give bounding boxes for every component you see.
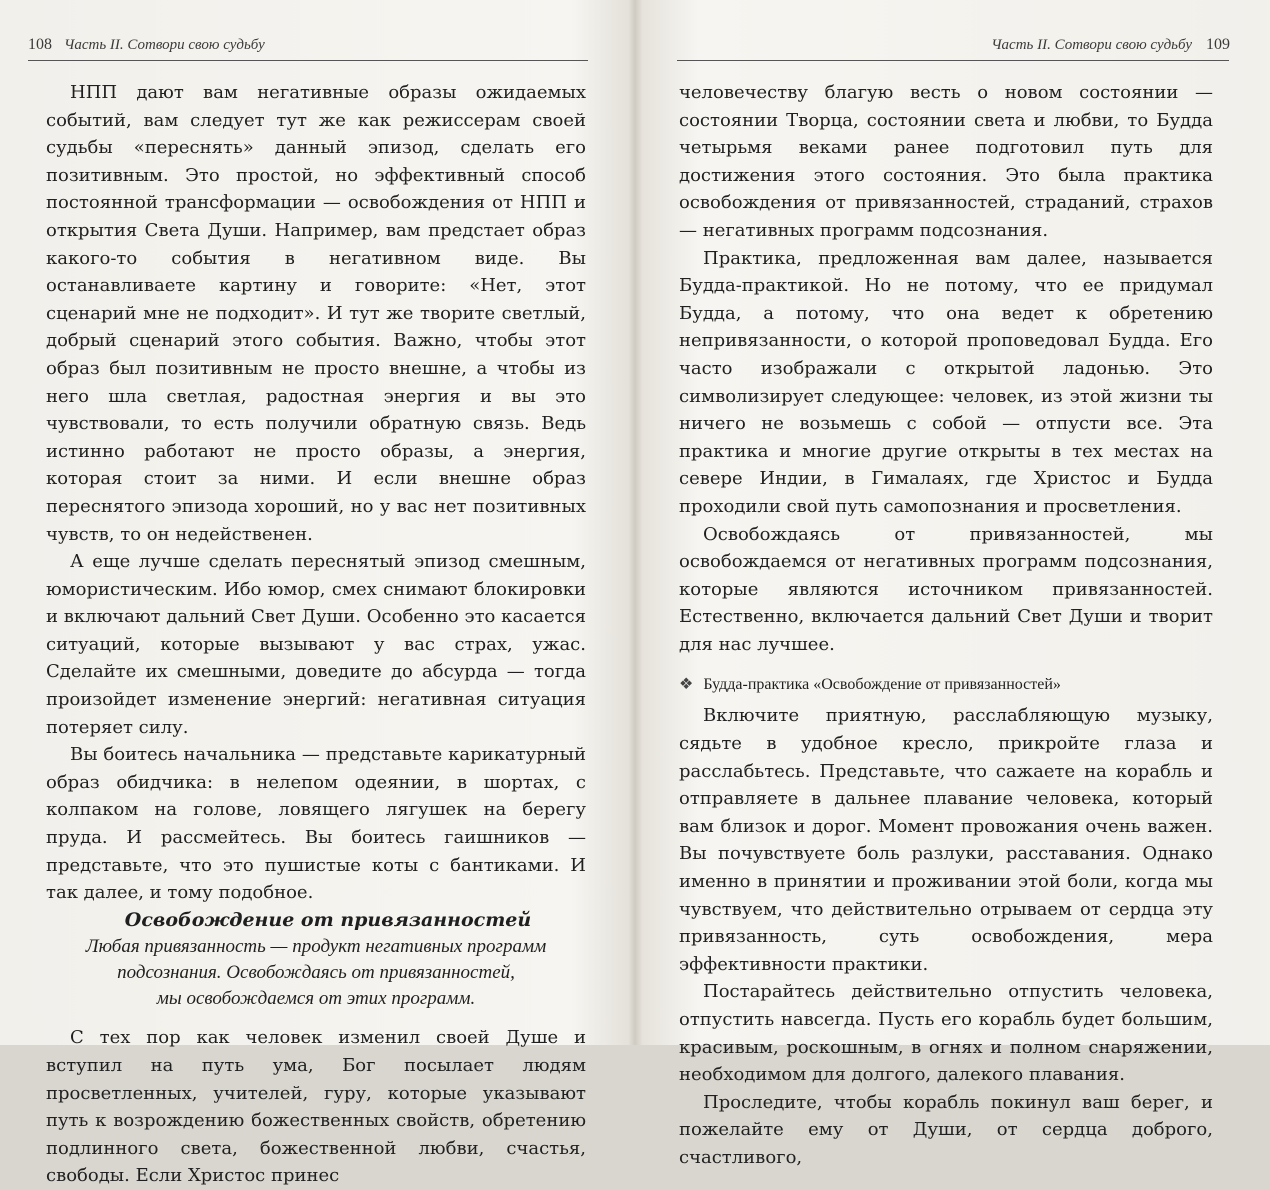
right-header-rule xyxy=(677,60,1229,61)
practice-title xyxy=(679,674,1213,696)
epigraph-line: подсознания. Освобождаясь от привязанностей, xyxy=(117,962,515,984)
paragraph: А еще лучше сделать переснятый эпизод смешным, юмористическим. Ибо юмор, смех снимают блокировки и включают дальний Свет Души. Особенно это касается ситуаций, которые вызывают у вас страх, ужас. Сделайте их смешными, доведите до абсурда — тогда произойдет изменение энергий: негативная ситуация потеряет силу. xyxy=(46,551,586,738)
paragraph: Практика, предложенная вам далее, называется Будда-практикой. Но не потому, что ее придумал Будда, а потому, что она ведет к обретению непривязанности, о которой проповедовал Будда. Его часто изображали с открытой ладонью. Это символизирует следующее: человек, из этой жизни ты ничего не возьмешь с собой — отпусти все. Эта практика и многие другие открыты в тех местах на севере Индии, в Гималаях, где Христос и Будда проходили свой путь самопознания и просветления. xyxy=(679,247,1213,517)
right-running-head-title: Часть II. Сотвори свою судьбу xyxy=(991,37,1192,53)
paragraph: С тех пор как человек изменил своей Душе и вступил на путь ума, Бог посылает людям просветленных, учителей, гуру, которые указывают путь к возрождению божественных свойств, обретению подлинного света, божественной любви, счастья, свободы. Если Христос принес xyxy=(46,1027,586,1187)
left-header-rule xyxy=(28,60,588,61)
left-body-text xyxy=(46,79,586,1190)
epigraph-line: мы освобождаемся от этих программ. xyxy=(156,988,476,1010)
paragraph: НПП дают вам негативные образы ожидаемых событий, вам следует тут же как режиссерам своей судьбы «переснять» данный эпизод, сделать его позитивным. Это простой, но эффективный способ постоянной трансформации — освобождения от НПП и открытия Света Души. Например, вам предстает образ какого-то события в негативном виде. Вы останавливаете картину и говорите: «Нет, этот сценарий мне не подходит». И тут же творите светлый, добрый сценарий этого события. Важно, чтобы этот образ был позитивным не просто внешне, а чтобы из него шла светлая, радостная энергия и вы это чувствовали, то есть получили обратную связь. Ведь истинно работают не просто образы, а энергия, которая стоит за ними. И если внешне образ переснятого эпизода хороший, но у вас нет позитивных чувств, то он недейственен. xyxy=(46,82,586,545)
left-running-head xyxy=(28,36,265,54)
epigraph xyxy=(46,934,586,1012)
left-page xyxy=(0,0,635,1187)
paragraph: Вы боитесь начальника — представьте карикатурный образ обидчика: в нелепом одеянии, в шортах, с колпаком на голове, ловящего лягушек на берегу пруда. И рассмейтесь. Вы боитесь гаишников — представьте, что это пушистые коты с бантиками. И так далее, и тому подобное. xyxy=(46,744,586,904)
right-body-text xyxy=(679,79,1213,1172)
left-page-number: 108 xyxy=(28,36,52,53)
ornament-icon: ❖ xyxy=(679,676,694,694)
epigraph-line: Любая привязанность — продукт негативных программ xyxy=(85,936,547,958)
right-page-number: 109 xyxy=(1206,36,1230,53)
left-running-head-title: Часть II. Сотвори свою судьбу xyxy=(64,37,265,53)
paragraph-continuation: человечеству благую весть о новом состоянии — состоянии Творца, состоянии света и любви, то Будда четырьмя веками ранее подготовил путь для достижения этого состояния. Это была практика освобождения от привязанностей, страданий, страхов — негативных программ подсознания. xyxy=(679,82,1213,241)
paragraph: Постарайтесь действительно отпустить человека, отпустить навсегда. Пусть его корабль будет большим, красивым, роскошным, в огнях и полном снаряжении, необходимом для долгого, далекого плавания. xyxy=(679,981,1213,1086)
right-page xyxy=(635,0,1270,1168)
paragraph: Освобождаясь от привязанностей, мы освобождаемся от негативных программ подсознания, которые являются источником привязанностей. Естественно, включается дальний Свет Души и творит для нас лучшее. xyxy=(679,523,1213,655)
paragraph: Включите приятную, расслабляющую музыку, сядьте в удобное кресло, прикройте глаза и расслабьтесь. Представьте, что сажаете на корабль и отправляете в дальнее плавание человека, который вам близок и дорог. Момент провожания очень важен. Вы почувствуете боль разлуки, расставания. Однако именно в принятии и проживании этой боли, когда мы чувствуем, что действительно отрываем от сердца эту привязанность, суть освобождения, мера эффективности практики. xyxy=(679,705,1213,975)
right-running-head xyxy=(991,36,1230,54)
practice-title-text: Будда-практика «Освобождение от привязанностей» xyxy=(703,676,1061,694)
section-heading: Освобождение от привязанностей xyxy=(124,908,532,931)
paragraph: Проследите, чтобы корабль покинул ваш берег, и пожелайте ему от Души, от сердца доброго, счастливого, xyxy=(679,1091,1213,1168)
